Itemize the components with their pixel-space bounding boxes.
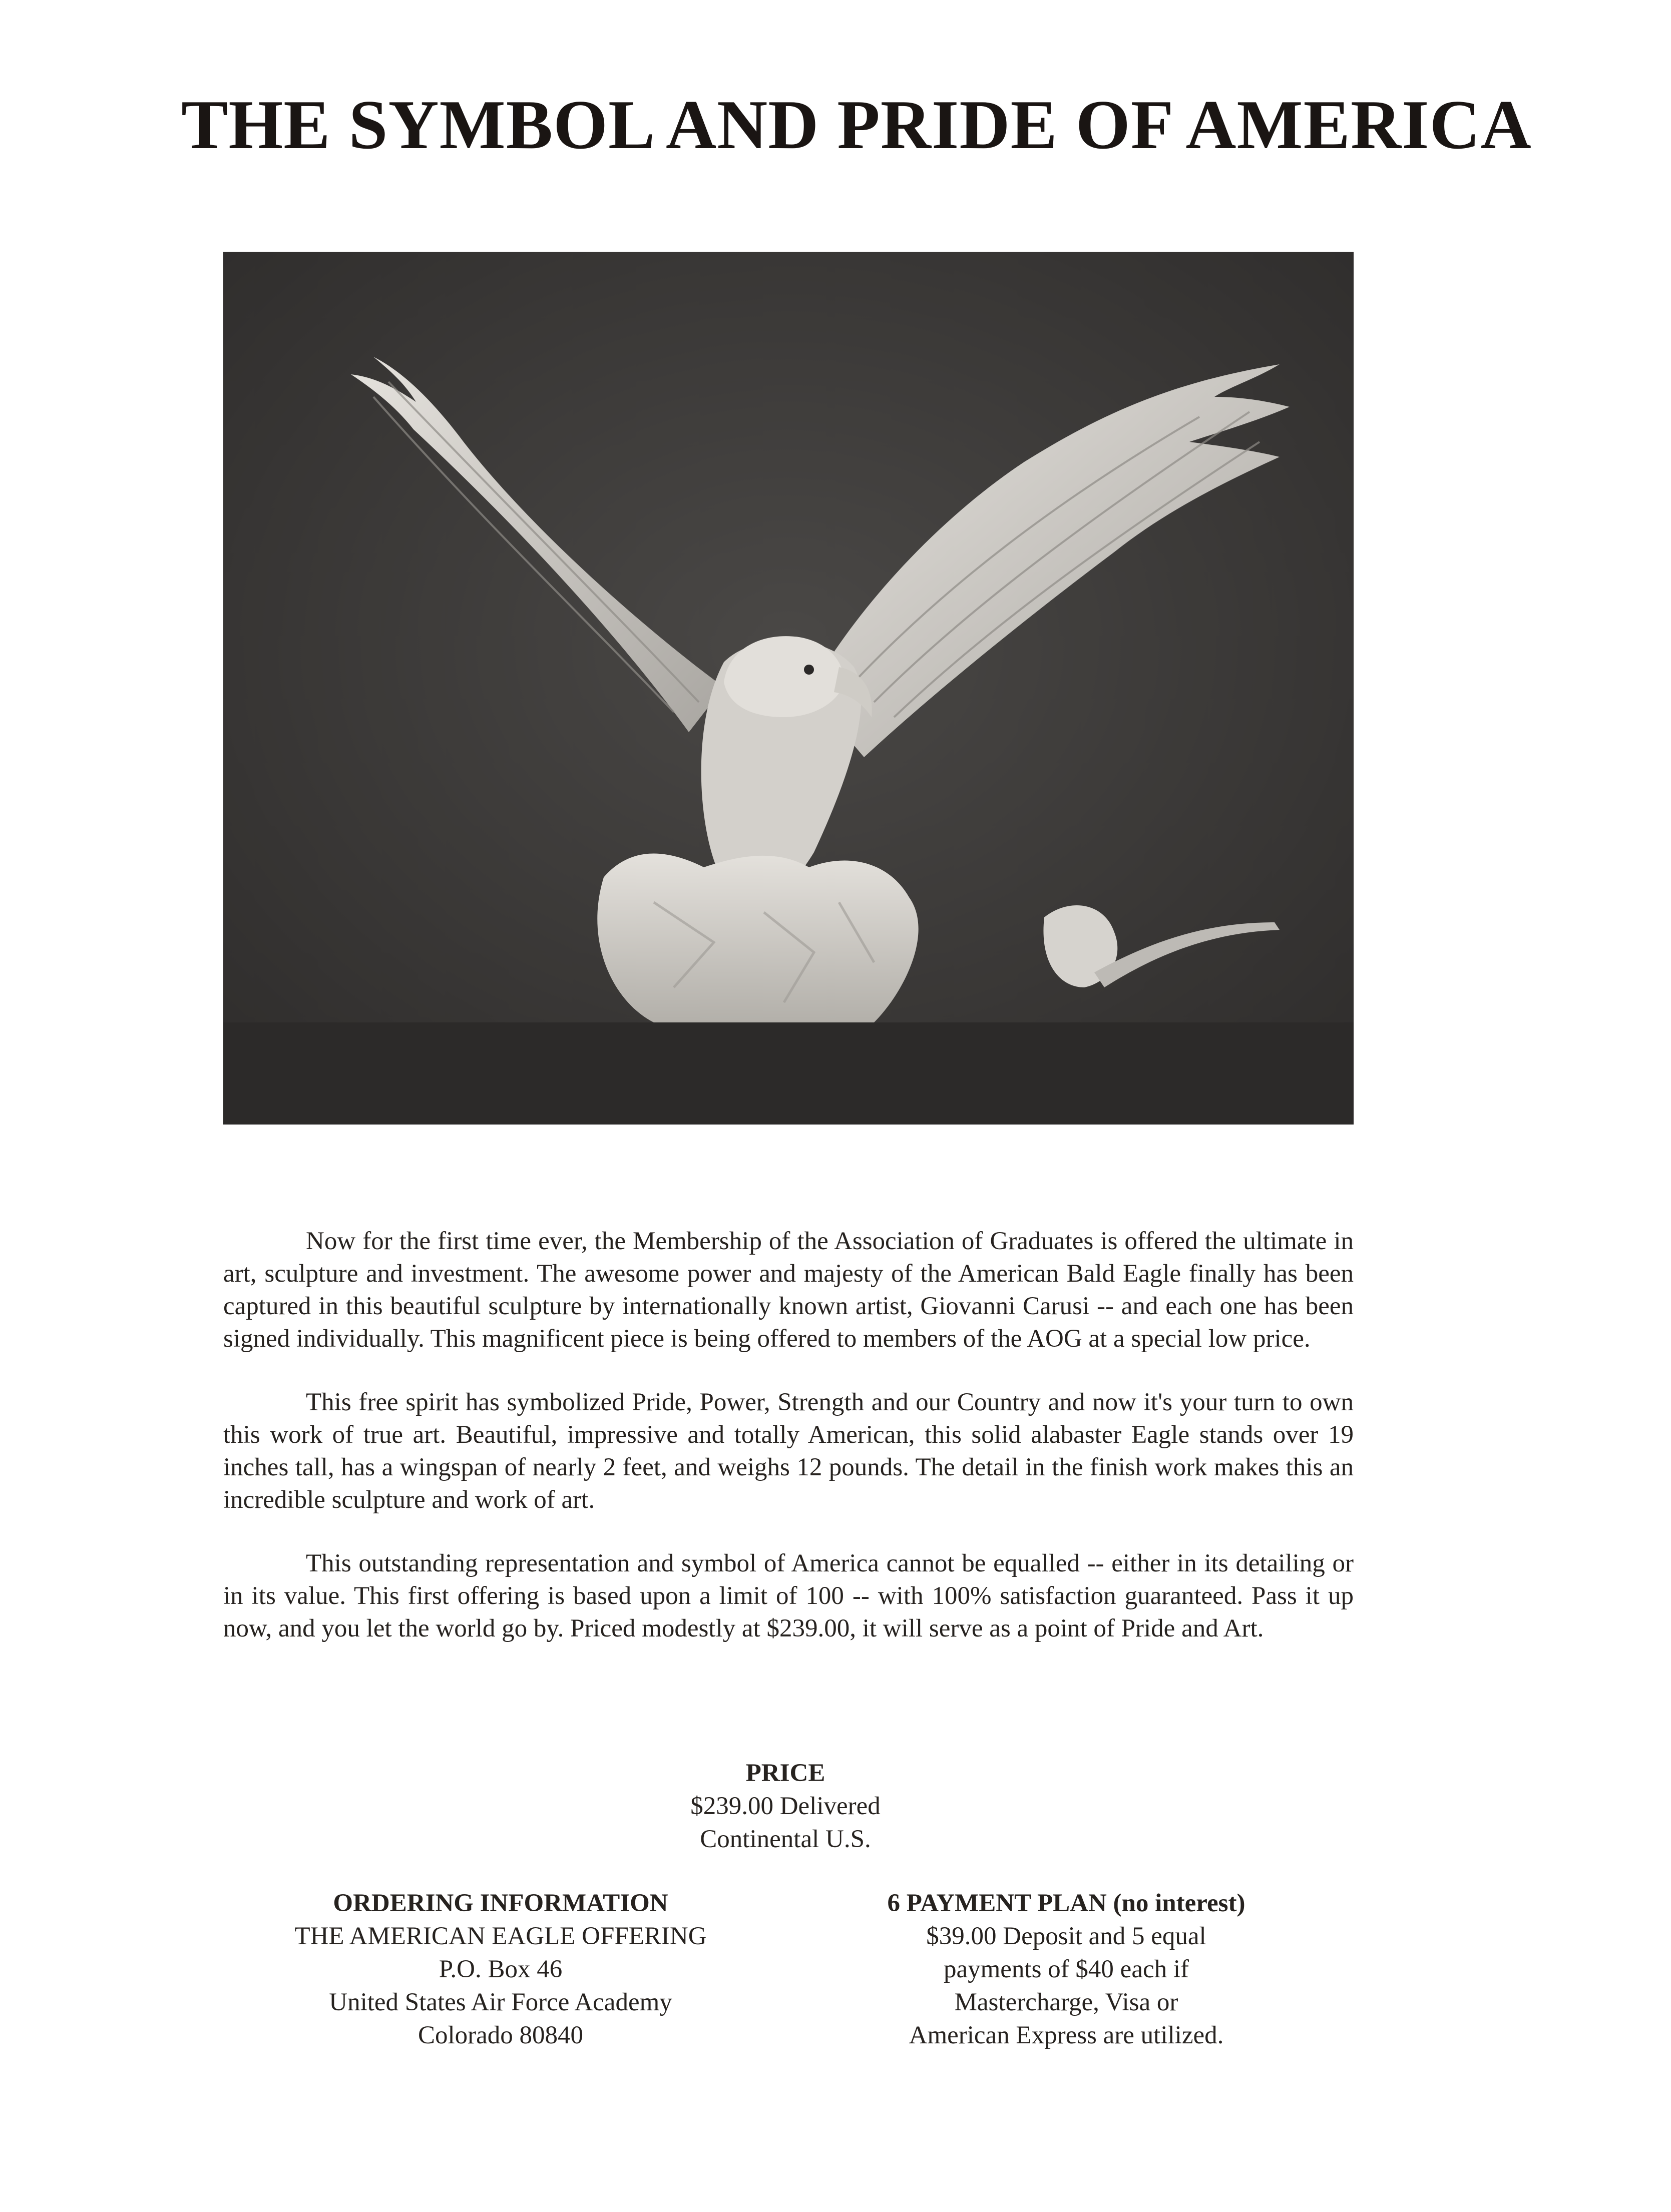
paragraph-description: This free spirit has symbolized Pride, Power, Strength and our Country and now it's your turn to own this work of true art. Beautiful, impressive and totally American, this solid alabaster Eagle stands over 19 inches tall, has a wingspan of nearly 2 feet, and weighs 12 pounds. The detail in the finish work makes this an incredible sculpture and work of art. (223, 1388, 1354, 1514)
ordering-information (250, 1887, 751, 2052)
payment-plan (841, 1887, 1292, 2052)
rock-base (597, 854, 918, 1023)
price-region: Continental U.S. (700, 1825, 871, 1853)
payment-line-3: Mastercharge, Visa or (954, 1988, 1178, 2016)
price-amount: $239.00 Delivered (690, 1792, 881, 1820)
ordering-heading: ORDERING INFORMATION (333, 1889, 668, 1917)
body-text (223, 1225, 1354, 1676)
eagle-sculpture-image (223, 252, 1354, 1125)
payment-heading: 6 PAYMENT PLAN (no interest) (887, 1889, 1245, 1917)
ordering-name: THE AMERICAN EAGLE OFFERING (294, 1922, 707, 1950)
ordering-zip: Colorado 80840 (417, 2021, 584, 2049)
payment-line-1: $39.00 Deposit and 5 equal (926, 1922, 1206, 1950)
paragraph-intro: Now for the first time ever, the Membership of the Association of Graduates is offered the ultimate in art, sculpture and investment. The awesome power and majesty of the American Bald Eagle finally has been captured in this beautiful sculpture by internationally known artist, Giovanni Carusi -- and each one has been signed individually. This magnificent piece is being offered to members of the AOG at a special low price. (223, 1227, 1354, 1353)
eagle-sculpture-photo (223, 252, 1354, 1125)
price-heading: PRICE (745, 1759, 825, 1787)
page-title: THE SYMBOL AND PRIDE OF AMERICA (181, 86, 1532, 164)
payment-line-4: American Express are utilized. (909, 2021, 1224, 2049)
ordering-location: United States Air Force Academy (329, 1988, 672, 2016)
paragraph-offer: This outstanding representation and symbol of America cannot be equalled -- either in its detailing or in its value. This first offering is based upon a limit of 100 -- with 100% satisfaction guaranteed. Pass it up now, and you let the world go by. Priced modestly at $239.00, it will serve as a point of Pride and Art. (223, 1549, 1354, 1642)
payment-line-2: payments of $40 each if (943, 1955, 1189, 1983)
ordering-po-box: P.O. Box 46 (439, 1955, 563, 1983)
price-block (585, 1757, 986, 1856)
